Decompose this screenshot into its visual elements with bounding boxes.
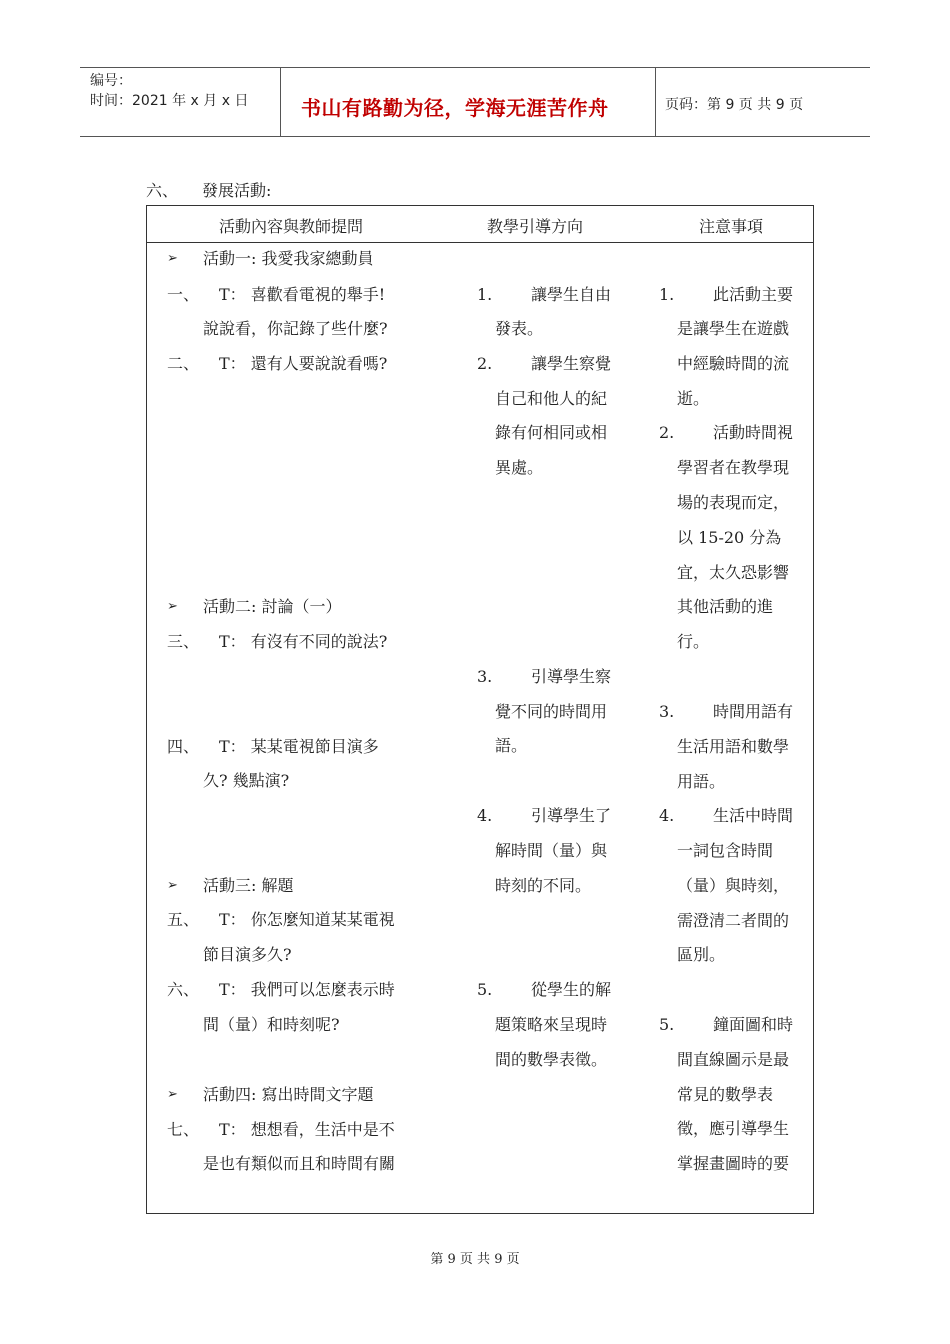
bullet-marker: ➢ <box>167 599 178 614</box>
question-number: 六、 <box>167 980 200 999</box>
guidance-text: 引導學生了 <box>531 806 612 825</box>
note-text: 是讓學生在遊戲 <box>677 319 790 338</box>
question-number: 四、 <box>167 737 200 756</box>
question-text: T： 想想看，生活中是不 <box>219 1120 395 1139</box>
question-number: 一、 <box>167 285 200 304</box>
section-title-text: 發展活動: <box>202 181 272 200</box>
guidance-text: 讓學生察覺 <box>531 354 612 373</box>
note-text: 生活用語和數學 <box>677 737 790 756</box>
question-text: 說說看，你記錄了些什麼? <box>203 319 388 338</box>
guidance-number: 2. <box>477 354 493 373</box>
note-number: 5. <box>659 1015 675 1034</box>
note-text: 以 15-20 分為 <box>677 528 782 547</box>
activity-heading: 活動二: 討論（一） <box>203 597 342 616</box>
page-label: 页码：第 9 页 共 9 页 <box>665 97 804 113</box>
guidance-text: 題策略來呈現時 <box>495 1015 608 1034</box>
time-label: 时间：2021 年 x 月 x 日 <box>90 93 249 109</box>
activity-heading: 活動三: 解題 <box>203 876 294 895</box>
question-number: 五、 <box>167 910 200 929</box>
note-text: （量）與時刻， <box>677 876 790 895</box>
note-text: 行。 <box>677 632 710 651</box>
note-text: 掌握畫圖時的要 <box>677 1154 790 1173</box>
guidance-text: 間的數學表徵。 <box>495 1050 608 1069</box>
guidance-text: 自己和他人的紀 <box>495 389 608 408</box>
question-number: 二、 <box>167 354 200 373</box>
question-text: 久? 幾點演? <box>203 771 290 790</box>
note-text: 用語。 <box>677 772 726 791</box>
guidance-text: 讓學生自由 <box>531 285 612 304</box>
activity-heading: 活動一: 我愛我家總動員 <box>203 249 374 268</box>
note-text: 區別。 <box>677 945 726 964</box>
guidance-text: 語。 <box>495 736 528 755</box>
note-text: 間直線圖示是最 <box>677 1050 790 1069</box>
note-text: 此活動主要 <box>713 285 794 304</box>
bullet-marker: ➢ <box>167 1087 178 1102</box>
column-header: 教學引導方向 <box>487 217 584 236</box>
note-text: 活動時間視 <box>713 423 794 442</box>
note-text: 徵，應引導學生 <box>677 1119 790 1138</box>
note-text: 中經驗時間的流 <box>677 354 790 373</box>
note-text: 時間用語有 <box>713 702 794 721</box>
note-text: 學習者在教學現 <box>677 458 790 477</box>
note-number: 1. <box>659 285 675 304</box>
guidance-text: 解時間（量）與 <box>495 841 608 860</box>
activity-heading: 活動四: 寫出時間文字題 <box>203 1085 374 1104</box>
guidance-text: 時刻的不同。 <box>495 876 592 895</box>
activity-table <box>146 205 814 1214</box>
header-motto-cell <box>280 68 656 136</box>
note-text: 常見的數學表 <box>677 1085 774 1104</box>
question-text: 間（量）和時刻呢? <box>203 1015 340 1034</box>
guidance-text: 異處。 <box>495 458 544 477</box>
note-text: 逝。 <box>677 389 710 408</box>
question-number: 三、 <box>167 632 200 651</box>
guidance-text: 錄有何相同或相 <box>495 423 608 442</box>
guidance-number: 3. <box>477 667 493 686</box>
header-meta <box>80 68 280 136</box>
note-text: 鐘面圖和時 <box>713 1015 794 1034</box>
note-number: 3. <box>659 702 675 721</box>
question-text: T： 我們可以怎麼表示時 <box>219 980 395 999</box>
page-header <box>80 67 870 137</box>
header-divider <box>147 242 813 243</box>
note-number: 4. <box>659 806 675 825</box>
guidance-text: 引導學生察 <box>531 667 612 686</box>
note-text: 一詞包含時間 <box>677 841 774 860</box>
section-number: 六、 <box>146 181 179 200</box>
guidance-text: 從學生的解 <box>531 980 612 999</box>
number-label: 编号： <box>90 73 132 89</box>
question-text: T： 有沒有不同的說法? <box>219 632 388 651</box>
question-text: T： 還有人要說說看嗎? <box>219 354 388 373</box>
note-text: 其他活動的進 <box>677 597 774 616</box>
bullet-marker: ➢ <box>167 878 178 893</box>
guidance-number: 5. <box>477 980 493 999</box>
note-text: 場的表現而定， <box>677 493 790 512</box>
question-text: T： 你怎麼知道某某電視 <box>219 910 395 929</box>
page-footer: 第 9 页 共 9 页 <box>430 1252 520 1267</box>
guidance-number: 4. <box>477 806 493 825</box>
note-number: 2. <box>659 423 675 442</box>
guidance-number: 1. <box>477 285 493 304</box>
note-text: 生活中時間 <box>713 806 794 825</box>
question-text: T： 某某電視節目演多 <box>219 737 379 756</box>
note-text: 需澄清二者間的 <box>677 911 790 930</box>
motto: 书山有路勤为径，学海无涯苦作舟 <box>301 96 609 120</box>
section-title <box>146 178 271 201</box>
guidance-text: 發表。 <box>495 319 544 338</box>
question-text: T： 喜歡看電視的舉手! <box>219 285 386 304</box>
column-header: 活動內容與教師提問 <box>219 217 364 236</box>
bullet-marker: ➢ <box>167 251 178 266</box>
question-text: 是也有類似而且和時間有關 <box>203 1154 396 1173</box>
note-text: 宜，太久恐影響 <box>677 563 790 582</box>
question-text: 節目演多久? <box>203 945 292 964</box>
column-header: 注意事項 <box>699 217 764 236</box>
question-number: 七、 <box>167 1120 200 1139</box>
guidance-text: 覺不同的時間用 <box>495 702 608 721</box>
